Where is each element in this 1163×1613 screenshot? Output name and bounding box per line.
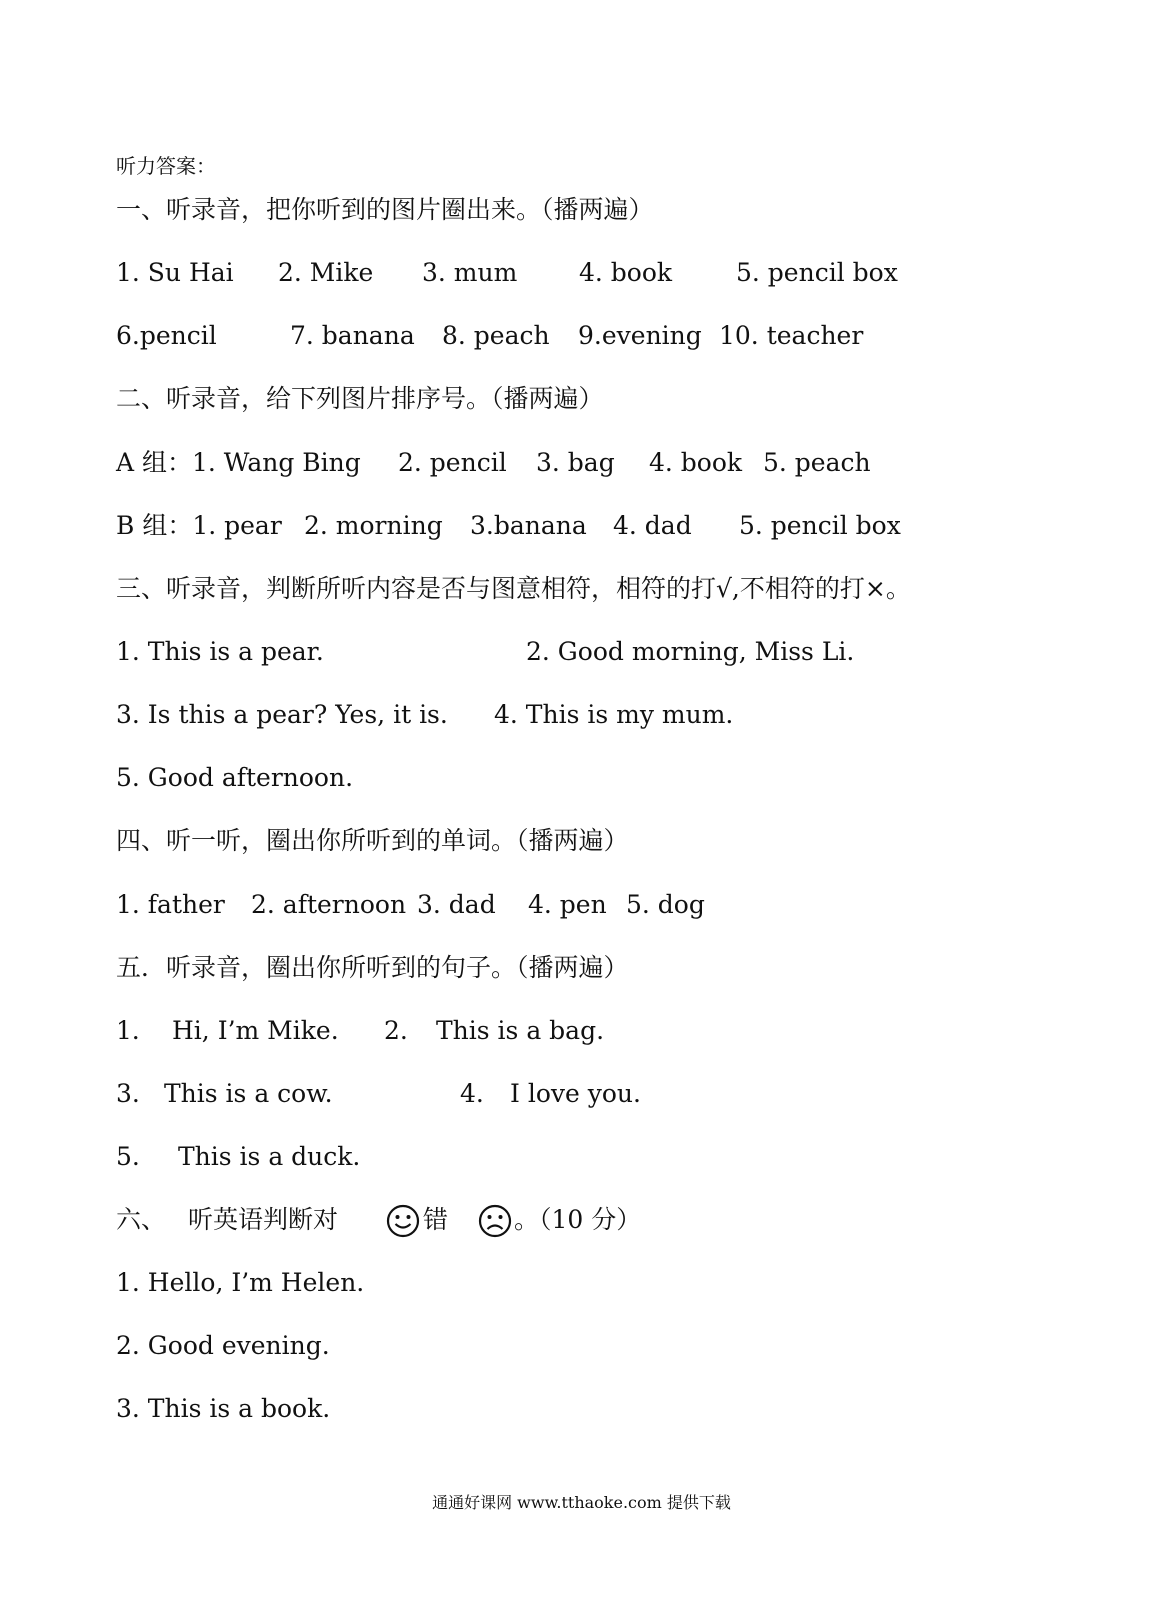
page-title: 听力答案： — [116, 154, 216, 178]
answer-item: 10. teacher — [719, 321, 864, 350]
answer-item: 5. Good afternoon. — [116, 763, 354, 792]
answer-item: 2. Good evening. — [116, 1331, 330, 1360]
answer-item: 3. Is this a pear? Yes, it is. — [116, 700, 448, 729]
answer-item: 5. peach — [763, 448, 871, 477]
sad-face-icon — [478, 1204, 512, 1238]
answer-item: 7. banana — [290, 321, 415, 350]
answer-item: 5. pencil box — [736, 258, 898, 287]
answer-item: A 组：1. Wang Bing — [116, 448, 361, 477]
section-1-heading: 一、听录音，把你听到的图片圈出来。（播两遍） — [116, 195, 654, 224]
answer-number: 2. — [384, 1016, 408, 1045]
answer-item: B 组：1. pear — [116, 511, 282, 540]
answer-item: 5. pencil box — [739, 511, 901, 540]
answer-item: 1. This is a pear. — [116, 637, 324, 666]
answer-item: 3. bag — [536, 448, 615, 477]
answer-number: 5. — [116, 1142, 140, 1171]
answer-item: This is a bag. — [436, 1016, 605, 1045]
answer-item: 6.pencil — [116, 321, 217, 350]
section-6-number: 六、 — [116, 1205, 167, 1234]
answer-item: This is a cow. — [164, 1079, 333, 1108]
footer-credit: 通通好课网 www.tthaoke.com 提供下载 — [432, 1493, 731, 1512]
section-5-heading: 五．听录音，圈出你所听到的句子。（播两遍） — [116, 953, 629, 982]
answer-item: 2. morning — [304, 511, 443, 540]
answer-item: 1. father — [116, 890, 225, 919]
answer-item: 4. book — [579, 258, 673, 287]
section-6-heading — [116, 1202, 676, 1242]
answer-item: 4. dad — [613, 511, 692, 540]
answer-item: 3.banana — [470, 511, 587, 540]
answer-item: 2. Mike — [278, 258, 374, 287]
answer-item: 8. peach — [442, 321, 550, 350]
section-6-instruction: 听英语判断对 — [188, 1205, 339, 1234]
wrong-label: 错 — [423, 1205, 449, 1234]
answer-item: 4. book — [649, 448, 743, 477]
answer-item: 4. This is my mum. — [494, 700, 734, 729]
answer-item: 3. dad — [417, 890, 496, 919]
section-4-heading: 四、听一听，圈出你所听到的单词。（播两遍） — [116, 826, 629, 855]
answer-item: 1. Su Hai — [116, 258, 234, 287]
answer-number: 3. — [116, 1079, 140, 1108]
answer-item: 3. mum — [422, 258, 518, 287]
answer-number: 1． — [116, 1016, 157, 1045]
answer-number: 4. — [460, 1079, 484, 1108]
answer-item: 4. pen — [528, 890, 607, 919]
answer-item: 3. This is a book. — [116, 1394, 331, 1423]
answer-item: 5. dog — [626, 890, 705, 919]
answer-item: I love you. — [510, 1079, 641, 1108]
section-2-heading: 二、听录音，给下列图片排序号。（播两遍） — [116, 384, 604, 413]
answer-item: 2. Good morning, Miss Li. — [526, 637, 855, 666]
answer-item: This is a duck. — [178, 1142, 361, 1171]
happy-face-icon — [386, 1204, 420, 1238]
answer-item: 2. afternoon — [251, 890, 407, 919]
section-6-points: 。（10 分） — [514, 1205, 642, 1234]
answer-item: 2. pencil — [398, 448, 507, 477]
answer-item: Hi, I’m Mike. — [172, 1016, 339, 1045]
answer-item: 1. Hello, I’m Helen. — [116, 1268, 365, 1297]
section-3-heading: 三、听录音，判断所听内容是否与图意相符，相符的打√,不相符的打×。 — [116, 574, 911, 603]
answer-item: 9.evening — [578, 321, 702, 350]
